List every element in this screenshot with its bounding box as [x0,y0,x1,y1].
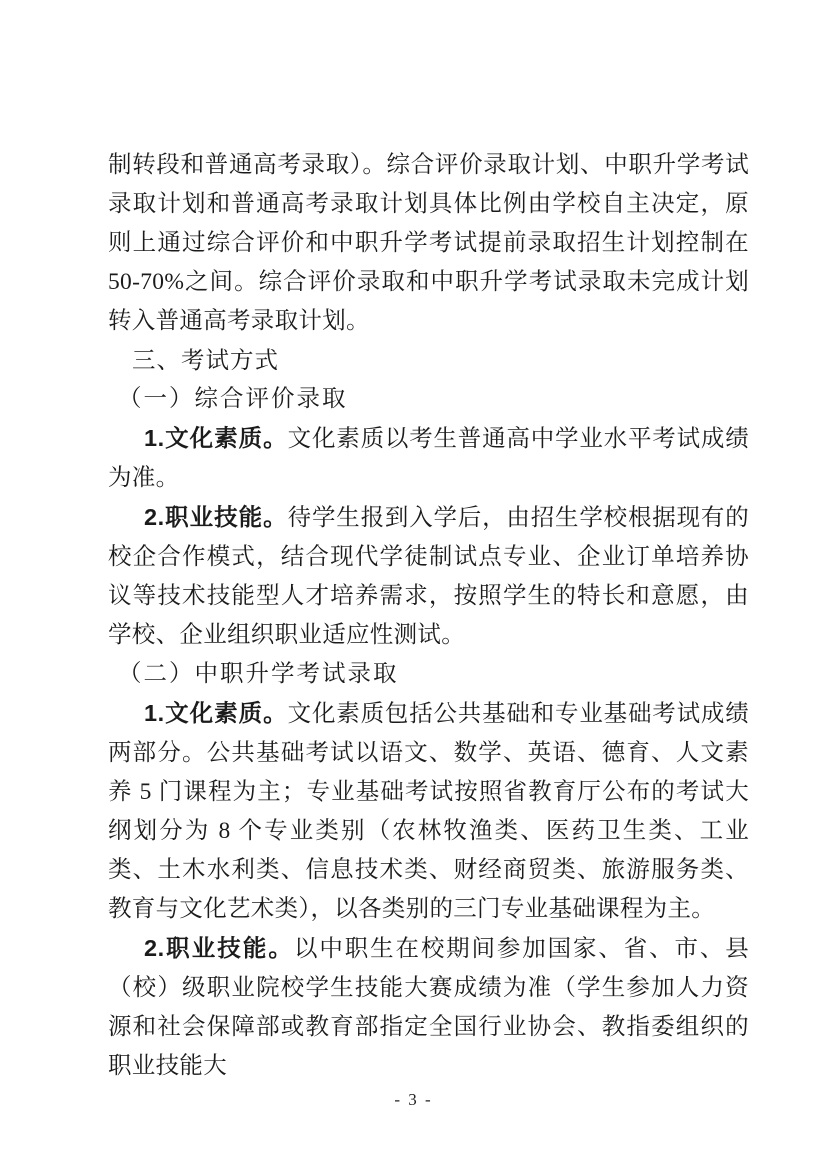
paragraph-lead-label: 2.职业技能。 [144,935,294,961]
document-body [108,146,749,1086]
paragraph-enrollment-plan: 制转段和普通高考录取）。综合评价录取计划、中职升学考试录取计划和普通高考录取计划具体比例由学校自主决定，原则上通过综合评价和中职升学考试提前录取招生计划控制在 50-70%之间。综合评价录取和中职升学考试录取未完成计划转入普通高考录取计划。 [108,152,749,334]
paragraph-vocational-skill-2 [108,929,749,1086]
paragraph-lead-label: 1.文化素质。 [144,425,288,451]
page-number: - 3 - [394,1090,433,1109]
subsection-heading-secondary-vocational-exam: （二）中职升学考试录取 [118,661,399,687]
paragraph-body-text: 文化素质以考生普通高中学业水平考试成绩为准。 [108,426,749,491]
paragraph-cultural-quality-1 [108,419,749,498]
paragraph-body-text: 文化素质包括公共基础和专业基础考试成绩两部分。公共基础考试以语文、数学、英语、德育、人文素养 5 门课程为主；专业基础考试按照省教育厅公布的考试大纲划分为 8 个专业类别（农林牧渔类、医药卫生类、工业类、土木水利类、信息技术类、财经商贸类、旅游服务类、教育与文化艺术类），以各类别的三门专业基础课程为主。 [108,701,749,922]
paragraph-lead-label: 1.文化素质。 [144,700,288,726]
paragraph-body-text: 以中职生在校期间参加国家、省、市、县（校）级职业院校学生技能大赛成绩为准（学生参加人力资源和社会保障部或教育部指定全国行业协会、教指委组织的职业技能大 [108,936,749,1079]
paragraph-body-text: 待学生报到入学后，由招生学校根据现有的校企合作模式，结合现代学徒制试点专业、企业订单培养协议等技术技能型人才培养需求，按照学生的特长和意愿，由学校、企业组织职业适应性测试。 [108,505,749,648]
subsection-heading-comprehensive-evaluation: （一）综合评价录取 [118,386,348,412]
paragraph-vocational-skill-1 [108,498,749,655]
paragraph-lead-label: 2.职业技能。 [144,504,288,530]
paragraph-cultural-quality-2 [108,694,749,929]
section-heading-exam-methods: 三、考试方式 [132,347,279,373]
